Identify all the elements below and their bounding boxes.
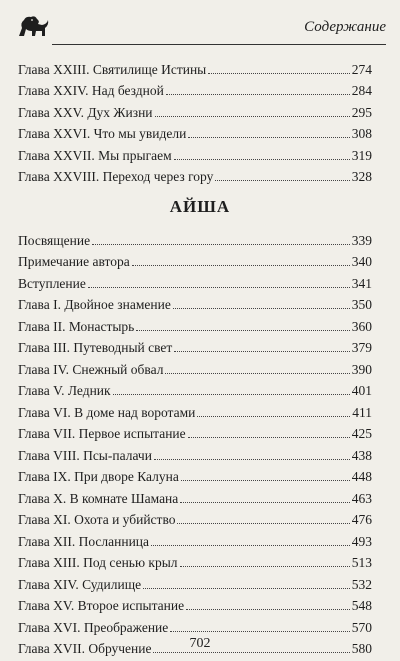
dot-leader (143, 588, 350, 589)
toc-entry-page: 274 (351, 61, 372, 77)
dot-leader (92, 244, 350, 245)
dot-leader (153, 652, 349, 653)
page-number: 702 (189, 636, 211, 651)
dot-leader (154, 459, 350, 460)
toc-entry-page: 360 (351, 318, 372, 334)
dot-leader (215, 180, 349, 181)
toc-entry (18, 227, 372, 249)
toc-entry-title: Глава XXVI. Что мы увидели (18, 126, 187, 141)
toc-entry-page: 341 (351, 275, 372, 291)
toc-entry-title: Глава XXIV. Над бездной (18, 83, 164, 98)
toc-entry (18, 313, 372, 335)
toc-entry-page: 411 (352, 404, 372, 420)
toc-entry-title: Глава XVII. Обручение (18, 641, 152, 656)
toc-entry-title: Посвящение (18, 232, 91, 248)
toc-entry-title: Глава VIII. Псы-палачи (18, 447, 152, 463)
toc-entry (18, 485, 372, 507)
toc-entry-page: 580 (351, 641, 372, 656)
toc-entry-page: 570 (351, 619, 372, 635)
toc-entry-title: Глава XXV. Дух Жизни (18, 104, 153, 120)
toc-entry-title: Глава XI. Охота и убийство (18, 512, 176, 527)
toc-entry-title: Глава XXVII. Мы прыгаем (18, 147, 172, 163)
toc-entry-page: 379 (351, 340, 372, 355)
toc-entry (18, 528, 372, 550)
toc-entry (18, 421, 372, 443)
toc-entry-title: Глава V. Ледник (18, 383, 111, 398)
page-header (14, 14, 386, 44)
toc-entry (18, 593, 372, 615)
toc-entry-title: Глава XIII. Под сенью крыл (18, 555, 178, 570)
toc-entry-title: Глава XVI. Преображение (18, 619, 169, 635)
toc-entry (18, 335, 372, 357)
toc-entry-page: 295 (351, 104, 372, 120)
toc-entry-page: 339 (351, 232, 372, 248)
toc-entry (18, 121, 372, 143)
dot-leader (174, 159, 350, 160)
dot-leader (155, 116, 350, 117)
dot-leader (174, 351, 349, 352)
toc-entry-page: 532 (351, 576, 372, 592)
dot-leader (113, 394, 350, 395)
toc-entry-page: 448 (351, 469, 372, 484)
dot-leader (197, 416, 350, 417)
toc-entry-page: 319 (351, 147, 372, 163)
toc-entry (18, 270, 372, 292)
toc-entry (18, 399, 372, 421)
toc-entry (18, 464, 372, 486)
toc-entry-page: 401 (351, 383, 372, 398)
toc-entry (18, 378, 372, 400)
dot-leader (180, 566, 350, 567)
toc-entry (18, 571, 372, 593)
dot-leader (132, 265, 350, 266)
toc-entry (18, 249, 372, 271)
toc-entry-page: 425 (351, 426, 372, 441)
toc-entry-title: Глава III. Путеводный свет (18, 340, 173, 355)
toc-entry-page: 476 (351, 512, 372, 527)
toc-entry-page: 350 (351, 297, 372, 312)
toc-entry-title: Глава VI. В доме над воротами (18, 404, 196, 420)
toc-entry (18, 292, 372, 314)
toc-entry (18, 442, 372, 464)
toc-entry-title: Глава XXIII. Святилище Истины (18, 61, 207, 77)
toc-entry-page: 438 (351, 447, 372, 463)
running-title: Содержание (304, 19, 386, 35)
toc-entry-page: 328 (351, 169, 372, 184)
toc-entry-title: Глава XIV. Судилище (18, 576, 142, 592)
toc-entry (18, 142, 372, 164)
toc-entry (18, 78, 372, 100)
toc-entry (18, 56, 372, 78)
section-heading: АЙША (169, 197, 231, 216)
toc-entry-page: 390 (351, 361, 372, 377)
lion-icon (16, 14, 50, 40)
toc-entry-page: 340 (351, 254, 372, 269)
dot-leader (180, 502, 349, 503)
dot-leader (177, 523, 349, 524)
toc-entry-page: 513 (351, 555, 372, 570)
dot-leader (166, 94, 350, 95)
toc-entry (18, 99, 372, 121)
toc-entry-title: Глава VII. Первое испытание (18, 426, 186, 441)
toc-entry-page: 463 (351, 490, 372, 506)
dot-leader (188, 137, 349, 138)
toc-entry-title: Глава XXVIII. Переход через гору (18, 169, 214, 184)
dot-leader (151, 545, 350, 546)
toc-list-top (18, 56, 372, 185)
dot-leader (88, 287, 350, 288)
toc-entry-title: Вступление (18, 275, 86, 291)
toc-list-bottom (18, 227, 372, 657)
toc-entry (18, 507, 372, 529)
toc-entry-page: 493 (351, 533, 372, 549)
dot-leader (208, 73, 350, 74)
toc-entry-title: Глава IX. При дворе Калуна (18, 469, 179, 484)
toc-entry-title: Глава XV. Второе испытание (18, 598, 185, 613)
dot-leader (170, 631, 349, 632)
dot-leader (181, 480, 350, 481)
toc-entry-title: Глава I. Двойное знамение (18, 297, 171, 312)
dot-leader (136, 330, 349, 331)
toc-entry-title: Глава IV. Снежный обвал (18, 361, 164, 377)
toc-entry-title: Глава II. Монастырь (18, 318, 135, 334)
toc-entry (18, 614, 372, 636)
dot-leader (186, 609, 350, 610)
toc-entry-page: 284 (351, 83, 372, 98)
header-rule (52, 44, 386, 45)
toc-entry-title: Глава X. В комнате Шамана (18, 490, 179, 506)
toc-entry (18, 550, 372, 572)
toc-entry (18, 356, 372, 378)
toc-entry-title: Глава XII. Посланница (18, 533, 150, 549)
toc-entry-page: 308 (351, 126, 372, 141)
dot-leader (165, 373, 349, 374)
toc-entry-page: 548 (351, 598, 372, 613)
dot-leader (173, 308, 350, 309)
toc-entry (18, 164, 372, 186)
toc-entry-title: Примечание автора (18, 254, 130, 269)
dot-leader (188, 437, 350, 438)
